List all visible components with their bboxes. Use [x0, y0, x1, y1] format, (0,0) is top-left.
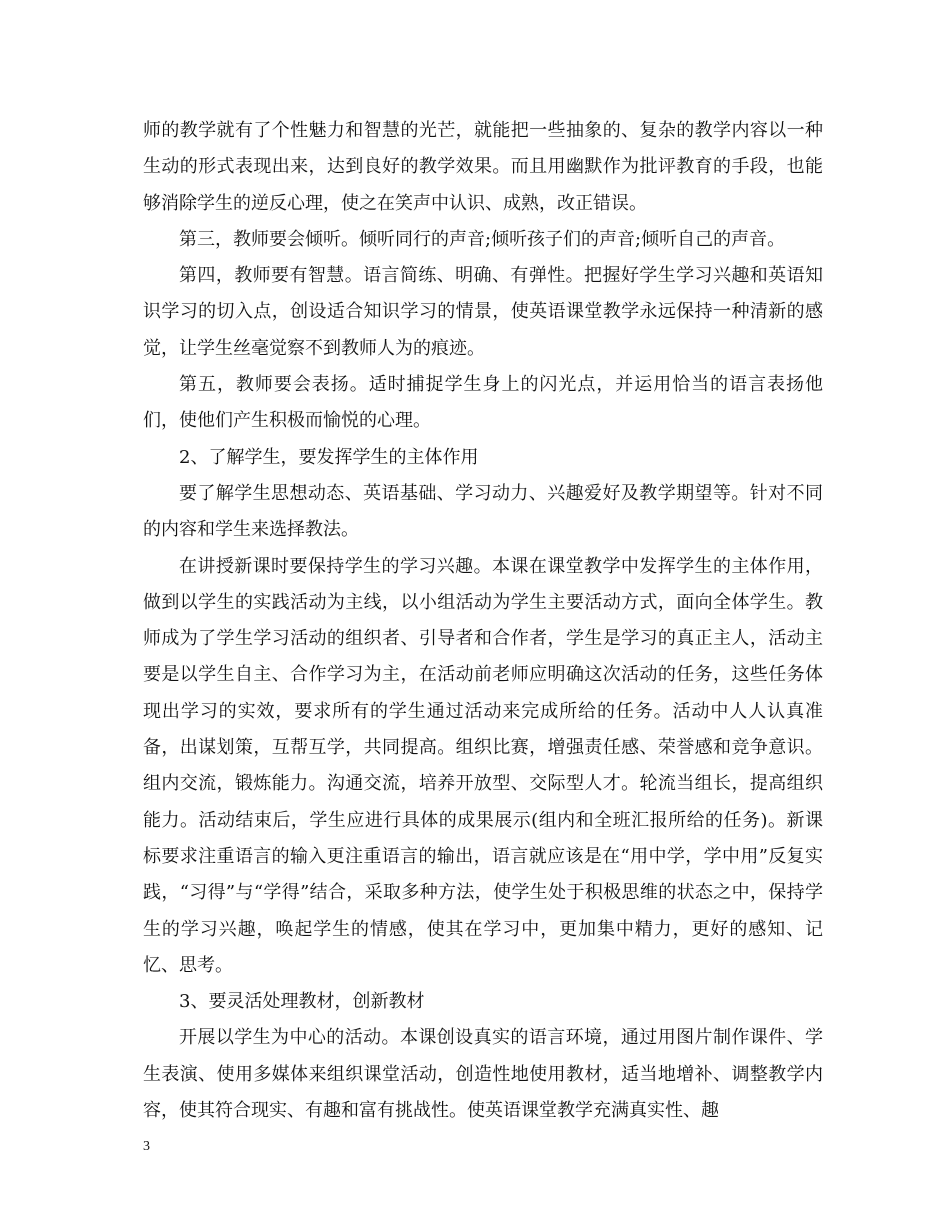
- page-number: 3: [143, 1139, 150, 1154]
- paragraph: 要了解学生思想动态、英语基础、学习动力、兴趣爱好及教学期望等。针对不同的内容和学生来选择教法。: [143, 482, 823, 541]
- section-heading: 3、要灵活处理教材，创新教材: [179, 991, 425, 1013]
- paragraph: 师的教学就有了个性魅力和智慧的光芒，就能把一些抽象的、复杂的教学内容以一种生动的形式表现出来，达到良好的教学效果。而且用幽默作为批评教育的手段，也能够消除学生的逆反心理，使之在笑声中认识、成熟，改正错误。: [143, 120, 823, 214]
- paragraph: 第五，教师要会表扬。适时捕捉学生身上的闪光点，并运用恰当的语言表扬他们，使他们产生积极而愉悦的心理。: [143, 374, 823, 432]
- section-heading: 2、了解学生，要发挥学生的主体作用: [179, 446, 479, 468]
- paragraph: 开展以学生为中心的活动。本课创设真实的语言环境，通过用图片制作课件、学生表演、使用多媒体来组织课堂活动，创造性地使用教材，适当地增补、调整教学内容，使其符合现实、有趣和富有挑战性。使英语课堂教学充满真实性、趣: [143, 1027, 823, 1122]
- paragraph: 第四，教师要有智慧。语言简练、明确、有弹性。把握好学生学习兴趣和英语知识学习的切入点，创设适合知识学习的情景，使英语课堂教学永远保持一种清新的感觉，让学生丝毫觉察不到教师人为的痕迹。: [143, 265, 823, 359]
- document-body: [143, 113, 823, 1129]
- paragraph: 第三，教师要会倾听。倾听同行的声音;倾听孩子们的声音;倾听自己的声音。: [179, 228, 786, 250]
- paragraph: 在讲授新课时要保持学生的学习兴趣。本课在课堂教学中发挥学生的主体作用，做到以学生的实践活动为主线，以小组活动为学生主要活动方式，面向全体学生。教师成为了学生学习活动的组织者、引导者和合作者，学生是学习的真正主人，活动主要是以学生自主、合作学习为主，在活动前老师应明确这次活动的任务，这些任务体现出学习的实效，要求所有的学生通过活动来完成所给的任务。活动中人人认真准备，出谋划策，互帮互学，共同提高。组织比赛，增强责任感、荣誉感和竞争意识。组内交流，锻炼能力。沟通交流，培养开放型、交际型人才。轮流当组长，提高组织能力。活动结束后，学生应进行具体的成果展示(组内和全班汇报所给的任务)。新课标要求注重语言的输入更注重语言的输出，语言就应该是在“用中学，学中用”反复实践，“习得”与“学得”结合，采取多种方法，使学生处于积极思维的状态之中，保持学生的学习兴趣，唤起学生的情感，使其在学习中，更加集中精力，更好的感知、记忆、思考。: [143, 555, 823, 976]
